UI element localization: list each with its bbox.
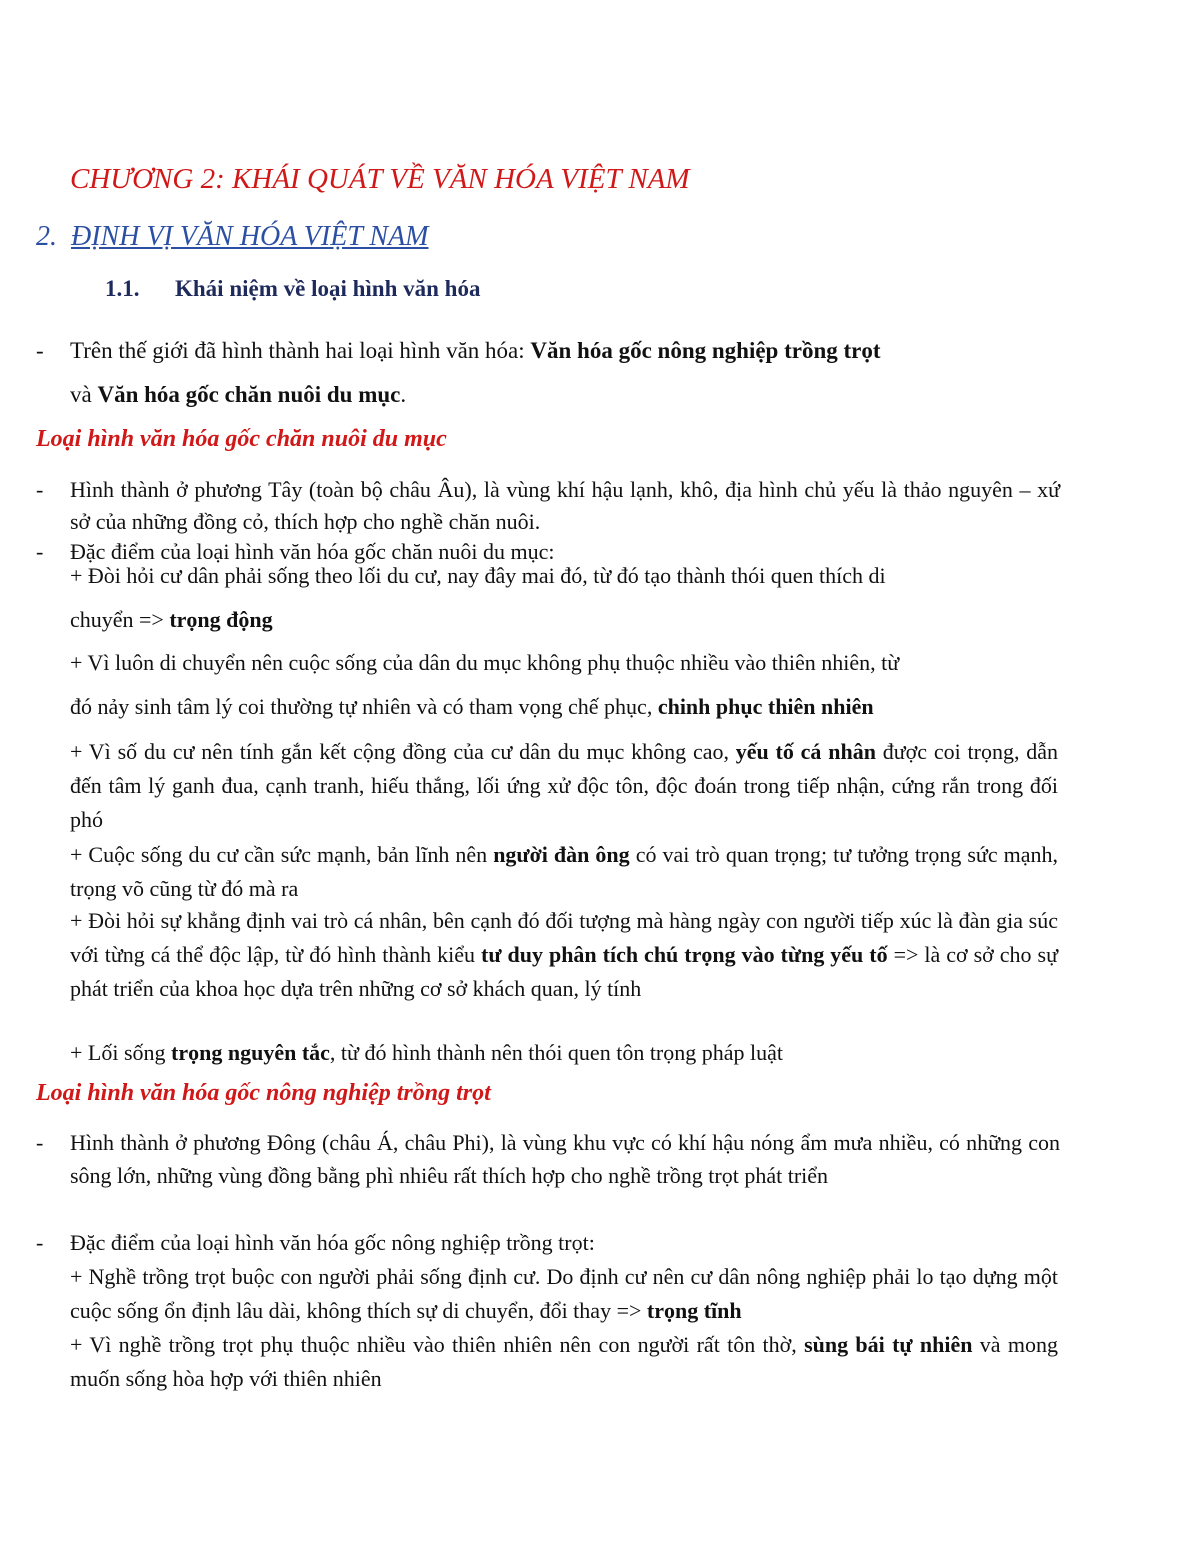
nomadic-point-2b: đó nảy sinh tâm lý coi thường tự nhiên và có tham vọng chế phục, chinh phục thiên nhiên — [70, 694, 874, 719]
nomadic-traits: - Đặc điểm của loại hình văn hóa gốc chăn nuôi du mục: — [36, 539, 555, 564]
agri-point-1: + Nghề trồng trọt buộc con người phải sống định cư. Do định cư nên cư dân nông nghiệp phải lo tạo dựng một cuộc sống ổn định lâu dài, không thích sự di chuyển, đổi thay => trọng tĩnh — [70, 1264, 1058, 1323]
bold-term: trọng tĩnh — [646, 1298, 742, 1323]
nomadic-point-2a: + Vì luôn di chuyển nên cuộc sống của dân du mục không phụ thuộc nhiều vào thiên nhiên, từ — [70, 650, 900, 675]
nomadic-point-3: + Vì số du cư nên tính gắn kết cộng đồng của cư dân du mục không cao, yếu tố cá nhân được coi trọng, dẫn đến tâm lý ganh đua, cạnh tranh, hiếu thắng, lối ứng xử độc tôn, độc đoán trong tiếp nhận, cứng rắn trong đối phó — [70, 739, 1058, 832]
agri-origin: - Hình thành ở phương Đông (châu Á, châu Phi), là vùng khu vực có khí hậu nóng ẩm mưa nhiều, có những con sông lớn, những vùng đồng bằng phì nhiêu rất thích hợp cho nghề trồng trọt phát triển — [36, 1130, 1060, 1188]
agri-traits: - Đặc điểm của loại hình văn hóa gốc nông nghiệp trồng trọt: — [36, 1230, 595, 1255]
nomadic-point-1b: chuyển => trọng động — [70, 607, 273, 632]
agri-point-2: + Vì nghề trồng trọt phụ thuộc nhiều vào thiên nhiên nên con người rất tôn thờ, sùng bái tự nhiên và mong muốn sống hòa hợp với thiên nhiên — [70, 1332, 1058, 1391]
bold-term: người đàn ông — [493, 842, 630, 867]
bold-term: trọng nguyên tắc — [171, 1040, 330, 1065]
bold-term: sùng bái tự nhiên — [804, 1332, 973, 1357]
nomadic-point-1a: + Đòi hỏi cư dân phải sống theo lối du cư, nay đây mai đó, từ đó tạo thành thói quen thích di — [70, 563, 886, 588]
nomadic-origin: - Hình thành ở phương Tây (toàn bộ châu Âu), là vùng khí hậu lạnh, khô, địa hình chủ yếu là thảo nguyên – xứ sở của những đồng cỏ, thích hợp cho nghề chăn nuôi. — [36, 477, 1060, 534]
intro-bullet: - Trên thế giới đã hình thành hai loại hình văn hóa: Văn hóa gốc nông nghiệp trồng trọt và Văn hóa gốc chăn nuôi du mục. — [36, 329, 1066, 417]
bold-term: Văn hóa gốc chăn nuôi du mục — [97, 382, 401, 407]
bold-term: Văn hóa gốc nông nghiệp trồng trọt — [530, 338, 881, 363]
subsection-title: Khái niệm về loại hình văn hóa — [175, 276, 481, 301]
agri-heading: Loại hình văn hóa gốc nông nghiệp trồng trọt — [36, 1080, 491, 1106]
bold-term: yếu tố cá nhân — [735, 739, 876, 764]
section-heading — [36, 221, 429, 253]
subsection-number: 1.1. — [105, 276, 140, 301]
chapter-title: CHƯƠNG 2: KHÁI QUÁT VỀ VĂN HÓA VIỆT NAM — [70, 163, 690, 195]
nomadic-point-4: + Cuộc sống du cư cần sức mạnh, bản lĩnh nên người đàn ông có vai trò quan trọng; tư tưởng trọng sức mạnh, trọng võ cũng từ đó mà ra — [70, 842, 1059, 901]
bold-term: trọng động — [169, 607, 273, 632]
nomadic-point-5: + Đòi hỏi sự khẳng định vai trò cá nhân, bên cạnh đó đối tượng mà hàng ngày con người tiếp xúc là đàn gia súc với từng cá thể độc lập, từ đó hình thành kiểu tư duy phân tích chú trọng vào từng yếu tố => là cơ sở cho sự phát triển của khoa học dựa trên những cơ sở khách quan, lý tính — [70, 908, 1059, 1001]
section-number: 2. — [36, 221, 57, 252]
section-title: ĐỊNH VỊ VĂN HÓA VIỆT NAM — [71, 221, 429, 252]
nomadic-heading: Loại hình văn hóa gốc chăn nuôi du mục — [36, 426, 447, 452]
bold-term: tư duy phân tích chú trọng vào từng yếu tố — [481, 942, 888, 967]
bold-term: chinh phục thiên nhiên — [657, 694, 874, 719]
nomadic-point-6: + Lối sống trọng nguyên tắc, từ đó hình thành nên thói quen tôn trọng pháp luật — [70, 1040, 784, 1065]
bullet-dash: - — [36, 338, 44, 363]
subsection-heading — [105, 276, 480, 302]
